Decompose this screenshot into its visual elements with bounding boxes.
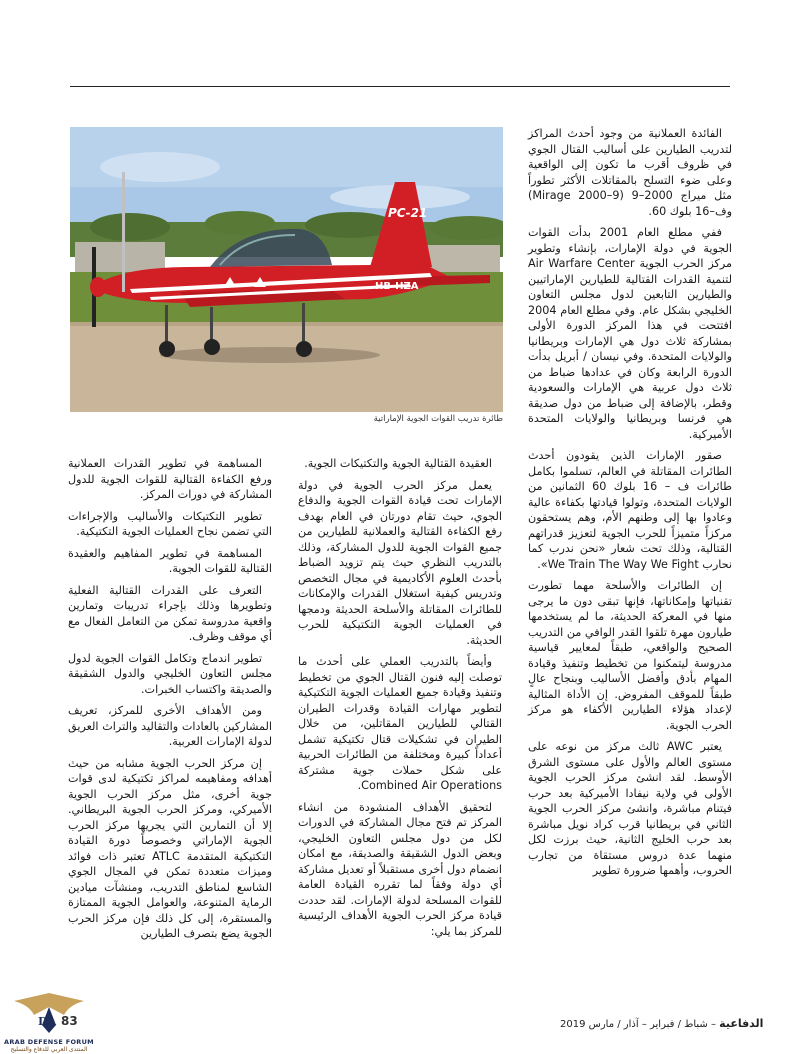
page-number: 83 — [61, 1014, 78, 1028]
paragraph: تطوير اندماج وتكامل القوات الجوية لدول مجلس التعاون الخليجي والدول الشقيقة والصديقة واكتساب الخبرات. — [68, 651, 272, 696]
paragraph: يعتبر AWC ثالث مركز من نوعه على مستوى العالم والأول على مستوى الشرق الأوسط. لقد انشئ مركز الحرب الجوية الأولى في ولاية نيفادا الأميركية بعد حرب فيتنام مباشرة، وانشئ مركز الحرب الجوية الثاني في بريطانيا قرب كراد نويل مباشرة بعد حرب الخليج الثانية، حيث برزت لكل منهما عدة دروس مستقاة من تجارب الحروب، وأهمها ضرورة تطوير — [528, 740, 732, 877]
paragraph: الفائدة العملانية من وجود أحدث المراكز لتدريب الطيارين على أساليب القتال الجوي في ظروف أقرب ما تكون إلى الواقعية وعلى ضوء التسلح بالمقاتلات الأكثر تطوراً مثل ميراج 2000–9 (Mirage 2000–9) وف–16 بلوك 60. — [528, 127, 732, 218]
article-column-middle — [298, 456, 502, 945]
article-column-left — [68, 456, 272, 948]
eagle-icon — [4, 985, 94, 1041]
paragraph: يعمل مركز الحرب الجوية في دولة الإمارات تحت قيادة القوات الجوية والدفاع الجوي، حيث تقام دورتان في العام بهدف رفع الكفاءة القتالية والعملانية للطيارين من جميع القوات الجوية للدول المشاركة، وذلك بالتدريب النظري حيث يتم تزويد الضباط بأحدث العلوم الأكاديمية في مجال التخصص وتدريس كيفية استغلال القدرات والإمكانات للطائرات المقاتلة والأسلحة الحديثة ودمجها في العمليات الجوية التكتيكية للحرب الحديثة. — [298, 478, 502, 647]
aircraft-photo — [70, 127, 503, 412]
paragraph: المساهمة في تطوير المفاهيم والعقيدة القتالية للقوات الجوية. — [68, 546, 272, 575]
article-column-right — [528, 126, 732, 885]
logo-letters: DA — [38, 1015, 57, 1028]
aircraft-illustration — [70, 127, 503, 412]
paragraph: إن الطائرات والأسلحة مهما تطورت تقنياتها وإمكاناتها، فإنها تبقى دون ما يرجى منها في المعركة الحديثة، ما لم يستخدمها طيارون مهرة تلقوا القدر الوافي من التدريب الصحيح والواقعي، طبقاً لمعايير قياسية مدروسة ليتمكنوا من تخطيط وتنفيذ وقيادة المهام بأدق وأفضل الأساليب وبنجاح عالٍ طبقاً للموقف المفروض. إن الأداة المثالية لإعداد هؤلاء الطيارين الأكفاء هو مركز الحرب الجوية. — [528, 579, 732, 732]
registration-label: HB-HZA — [375, 281, 419, 292]
paragraph: لتحقيق الأهداف المنشودة من انشاء المركز تم فتح مجال المشاركة في الدورات لكل من دول مجلس التعاون الخليجي، وبعض الدول الشقيقة والصديقة، مع امكان انضمام دول أخرى مستقبلاً أو تعديل مشاركة أي دولة وفقاً لما تقرره القيادة العامة للقوات المسلحة لدولة الإمارات. لقد حددت قيادة مركز الحرب الجوية الأهداف الرئيسية للمركز بما يلي: — [298, 800, 502, 938]
paragraph: المساهمة في تطوير القدرات العملانية ورفع الكفاءة القتالية للقوات الجوية للدول المشاركة في دورات المركز. — [68, 457, 272, 501]
paragraph: العقيدة القتالية الجوية والتكتيكات الجوية. — [304, 457, 492, 470]
paragraph: ففي مطلع العام 2001 بدأت القوات الجوية في دولة الإمارات، بإنشاء وتطوير مركز الحرب الجوية Air Warfare Center لتنمية القدرات القتالية للطيارين الإماراتيين والطيارين التابعين لدول مجلس التعاون الخليجي بشكل عام. وفي مطلع العام 2004 افتتحت في هذا المركز الدورة الأولى بمشاركة ثلاث دول هي الإمارات وبريطانيا والولايات المتحدة. وفي نيسان / أبريل بدأت الدورة الرابعة وكان في عدادها ضباط من ثلاث دول عربية هي الإمارات والسعودية وقطر، بالإضافة إلى ضباط من دول صديقة هي فرنسا وبريطانيا والولايات المتحدة الأميركية. — [528, 226, 732, 441]
magazine-name: الدفاعية — [719, 1017, 764, 1030]
forum-name-en: ARAB DEFENSE FORUM — [4, 1038, 94, 1046]
paragraph: صقور الإمارات الذين يقودون أحدث الطائرات المقاتلة في العالم، تسلموا بكامل طائرات ف – 16 بلوك 60 الثمانين من الولايات المتحدة، وتولوا قيادتها بكفاءة عالية وعادوا بها إلى وطنهم الأم، وهم يستحقون مركزاً متميزاً للحرب الجوية لتعزيز قدراتهم القتالية، وذلك تحت شعار «نحن ندرب كما نحارب We Train The Way We Fight». — [528, 449, 732, 571]
paragraph: وأيضاً بالتدريب العملي على أحدث ما توصلت إليه فنون القتال الجوي من تخطيط وتنفيذ وقيادة جميع العمليات الجوية التكتيكية لتطوير مهارات القيادة وقدرات الطيران القتالي للطيارين المقاتلين، من خلال الطيران في تشكيلات قتال تكتيكية تشمل أعداداً كبيرة ومختلفة من الطائرات الحربية على شكل حملات جوية مشتركة Combined Air Operations. — [298, 655, 502, 792]
paragraph: ومن الأهداف الأخرى للمركز، تعريف المشاركين بالعادات والتقاليد والتراث العريق لدولة الإمارات العربية. — [68, 704, 272, 748]
tail-code-label: PC-21 — [388, 206, 428, 220]
top-rule — [70, 86, 730, 87]
paragraph: إن مركز الحرب الجوية مشابه من حيث أهدافه ومفاهيمه لمراكز تكتيكية لدى قوات جوية أخرى، مثل مركز الحرب الجوية الأميركي، ومركز الحرب الجوية البريطاني. إلا أن التمارين التي يجريها مركز الحرب الجوية الإماراتي وخصوصاً دورة القيادة التكتيكية المتقدمة ATLC تعتبر ذات فوائد وميزات متعددة تمكن في المجال الجوي الشاسع لمناطق التدريب، ومنشآت ميادين الرماية المتنوعة، والعوامل الجوية الممتازة والمستقرة، إلى كل ذلك فإن مركز الحرب الجوية يضع بتصرف الطيارين — [68, 756, 272, 940]
page-footer — [560, 1017, 763, 1030]
photo-caption: طائرة تدريب القوات الجوية الإماراتية — [373, 414, 503, 424]
issue-date: – شباط / فبراير – آذار / مارس 2019 — [560, 1019, 720, 1030]
paragraph: التعرف على القدرات القتالية الفعلية وتطويرها وذلك بإجراء تدريبات وتمارين واقعية مدروسة تمكن من التعامل الفعال مع أي موقف وظرف. — [68, 583, 272, 643]
forum-name-ar: المنتدى العربي للدفاع والتسليح — [10, 1046, 88, 1053]
paragraph: تطوير التكتيكات والأساليب والإجراءات التي تضمن نجاح العمليات الجوية التكتيكية. — [68, 509, 272, 538]
